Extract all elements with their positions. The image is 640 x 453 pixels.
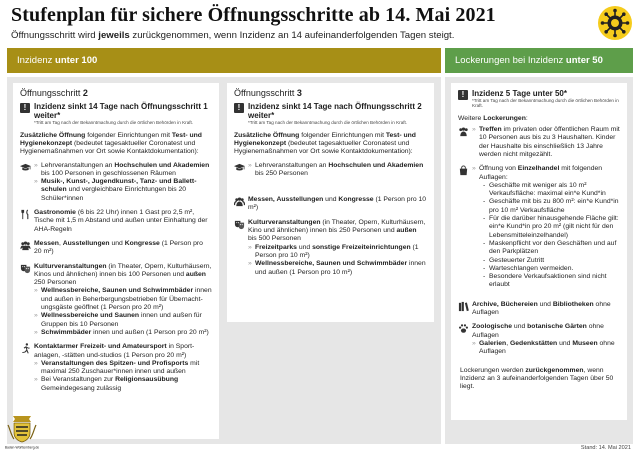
- people-group-icon: [458, 126, 469, 137]
- list-item-hochschulen: » Lehrveranstaltungen an Hochschulen und Akademien bis 250 Personen: [234, 162, 427, 179]
- einzelhandel-rule: - Geschäfte mit weniger als 10 m² Verkaufsfläche: maximal ein*e Kund*in: [483, 181, 606, 198]
- exclamation-icon: !: [234, 103, 244, 113]
- runner-icon: [20, 343, 31, 354]
- list-item-treffen: » Treffen im privaten oder öffentlichen Raum mit 10 Personen aus bis zu 3 Haushalten. Kinder der Haushalte bis einschließlich 13 Jahre werden nicht mitgezählt.: [458, 126, 620, 159]
- card-relaxations: [451, 83, 627, 420]
- weitere-lockerungen-label: Weitere Lockerungen:: [458, 114, 528, 122]
- list-item-zoo: Zoologische und botanische Gärten ohne Auflagen » Galerien, Gedenkstätten und Museen ohne Auflagen: [458, 323, 620, 356]
- books-icon: [458, 301, 469, 312]
- step-2-condition: ! Inzidenz sinkt 14 Tage nach Öffnungsschritt 1 weiter* *Tritt am Tag nach der Bekanntmachung durch die örtlichen Behörden in Kraft.: [20, 102, 212, 125]
- list-item-messen: Messen, Ausstellungen und Kongresse (1 Person pro 20 m²): [20, 240, 212, 257]
- list-item-archive: Archive, Büchereien und Bibliotheken ohne Auflagen: [458, 301, 620, 318]
- people-group-icon: [234, 196, 245, 207]
- einzelhandel-rule: - Für die darüber hinausgehende Fläche gilt: ein*e Kund*in pro 20 m² (gilt nicht für den Lebensmitteleinzelhandel): [483, 215, 619, 239]
- einzelhandel-rule: - Gesteuerter Zutritt: [483, 256, 545, 264]
- step-3-condition: ! Inzidenz sinkt 14 Tage nach Öffnungsschritt 2 weiter* *Tritt am Tag nach der Bekanntmachung durch die örtlichen Behörden in Kraft.: [234, 102, 427, 125]
- einzelhandel-rule: - Geschäfte mit bis zu 800 m²: ein*e Kund*in pro 10 m² Verkaufsfläche: [483, 198, 619, 214]
- list-item-culture-education: » Lehrveranstaltungen an Hochschulen und Akademien bis 100 Personen in geschlossenen Räumen » Musik-, Kunst-, Jugendkunst-, Tanz- und Ballettschulen und vergleichbare Einrichtungen bis 20 Schüler*innen: [20, 162, 212, 203]
- page-subtitle: Öffnungsschritt wird jeweils zurückgenommen, wenn Inzidenz an 14 aufeinanderfolgenden Tagen steigt.: [11, 30, 455, 41]
- list-item-einzelhandel: » Öffnung von Einzelhandel mit folgenden Auflagen: - Geschäfte mit weniger als 10 m² Verkaufsfläche: maximal ein*e Kund*in - Geschäfte mit bis zu 800 m²: ein*e Kund*in pro 10 m² Verkaufsfläche - Für die darüber hinausgehende Fläche gilt: ein*e Kund*in pro 20 m² (gilt nicht für den Lebensmitteleinzelhandel) - Maskenpflicht vor den Geschäften und auf den Parkplätzen - Gesteuerter Zutritt - Warteschlangen vermeiden. - Besondere Verkaufsaktionen sind nicht erlaubt: [458, 165, 620, 289]
- band-inzidenz-50: Lockerungen bei Inzidenz unter 50: [445, 48, 633, 73]
- card-step-3: [227, 83, 434, 322]
- shopping-bag-icon: [458, 165, 469, 176]
- graduation-cap-icon: [234, 162, 245, 173]
- step-2-title: Öffnungsschritt 2: [20, 88, 88, 98]
- band-inzidenz-100: Inzidenz unter 100: [7, 48, 441, 73]
- paw-icon: [458, 323, 469, 334]
- theater-masks-icon: [20, 263, 31, 274]
- people-group-icon: [20, 240, 31, 251]
- list-item-sport: Kontaktarmer Freizeit- und Amateursport in Sportanlagen, -stätten und-studios (1 Person pro 20 m²) » Veranstaltungen des Spitzen- und Profisports mit maximal 250 Zuschauer*innen innen und außen » Bei Veranstaltungen zur Religionsausübung Gemeindegesang zulässig: [20, 343, 212, 393]
- logo-text: Baden-Württemberg.de: [4, 445, 40, 450]
- exclamation-icon: !: [20, 103, 30, 113]
- step-3-title: Öffnungsschritt 3: [234, 88, 302, 98]
- rollback-note: Lockerungen werden zurückgenommen, wenn Inzidenz an 3 aufeinanderfolgenden Tagen über 50 liegt.: [460, 366, 614, 391]
- einzelhandel-rule: - Besondere Verkaufsaktionen sind nicht erlaubt: [483, 273, 607, 289]
- list-item-gastronomie: Gastronomie (6 bis 22 Uhr) innen 1 Gast pro 2,5 m², Tische mit 1,5 m Abstand und außen unter Einhaltung der AHA-Regeln: [20, 209, 212, 234]
- list-item-kultur: Kulturveranstaltungen (in Theater, Opern, Kulturhäusern, Kinos und ähnlichen) innen bis 100 Personen und außen 250 Personen » Wellnessbereiche, Saunen und Schwimmbäder innen und außen in Beherbergungsbetrieben für Übernachtungsgäste geöffnet (1 Person pro 20 m²) » Wellnessbereiche und Saunen innen und außen für Gruppen bis 10 Personen » Schwimmbäder innen und außen (1 Person pro 20 m²): [20, 263, 212, 338]
- exclamation-icon: !: [458, 90, 468, 100]
- relaxations-condition: ! Inzidenz 5 Tage unter 50* *Tritt am Tag nach der Bekanntmachung durch die örtlichen Behörden in Kraft.: [458, 89, 620, 109]
- einzelhandel-rule: - Warteschlangen vermeiden.: [483, 264, 574, 272]
- step-3-intro: Zusätzliche Öffnung folgender Einrichtungen mit Test- und Hygienekonzept (bedeutet tagesaktueller Coronatest und Hygienemaßnahmen vor Ort sowie Kontaktdokumentation):: [234, 131, 416, 156]
- einzelhandel-rule: - Maskenpflicht vor den Geschäften und auf den Parkplätzen: [483, 239, 617, 256]
- theater-masks-icon: [234, 219, 245, 230]
- cutlery-icon: [20, 209, 31, 220]
- page-title: Stufenplan für sichere Öffnungsschritte ab 14. Mai 2021: [11, 4, 496, 26]
- list-item-kultur-3: Kulturveranstaltungen (in Theater, Opern, Kulturhäusern, Kino und ähnlichen) innen bis 250 Personen und außen bis 500 Personen » Freizeitparks und sonstige Freizeiteinrichtungen (1 Person pro 10 m²) » Wellnessbereiche, Saunen und Schwimmbäder innen und außen (1 Person pro 10 m²): [234, 219, 427, 277]
- coronavirus-icon: [597, 5, 633, 41]
- graduation-cap-icon: [20, 162, 31, 173]
- step-2-intro: Zusätzliche Öffnung folgender Einrichtungen mit Test- und Hygienekonzept (bedeutet tagesaktueller Coronatest und Hygienemaßnahmen vor Ort sowie Kontaktdokumentation):: [20, 131, 202, 156]
- list-item-messen-3: Messen, Ausstellungen und Kongresse (1 Person pro 10 m²): [234, 196, 427, 213]
- card-step-2: [13, 83, 219, 439]
- baden-wuerttemberg-logo: [3, 410, 41, 450]
- date-stand: Stand: 14. Mai 2021: [580, 445, 631, 451]
